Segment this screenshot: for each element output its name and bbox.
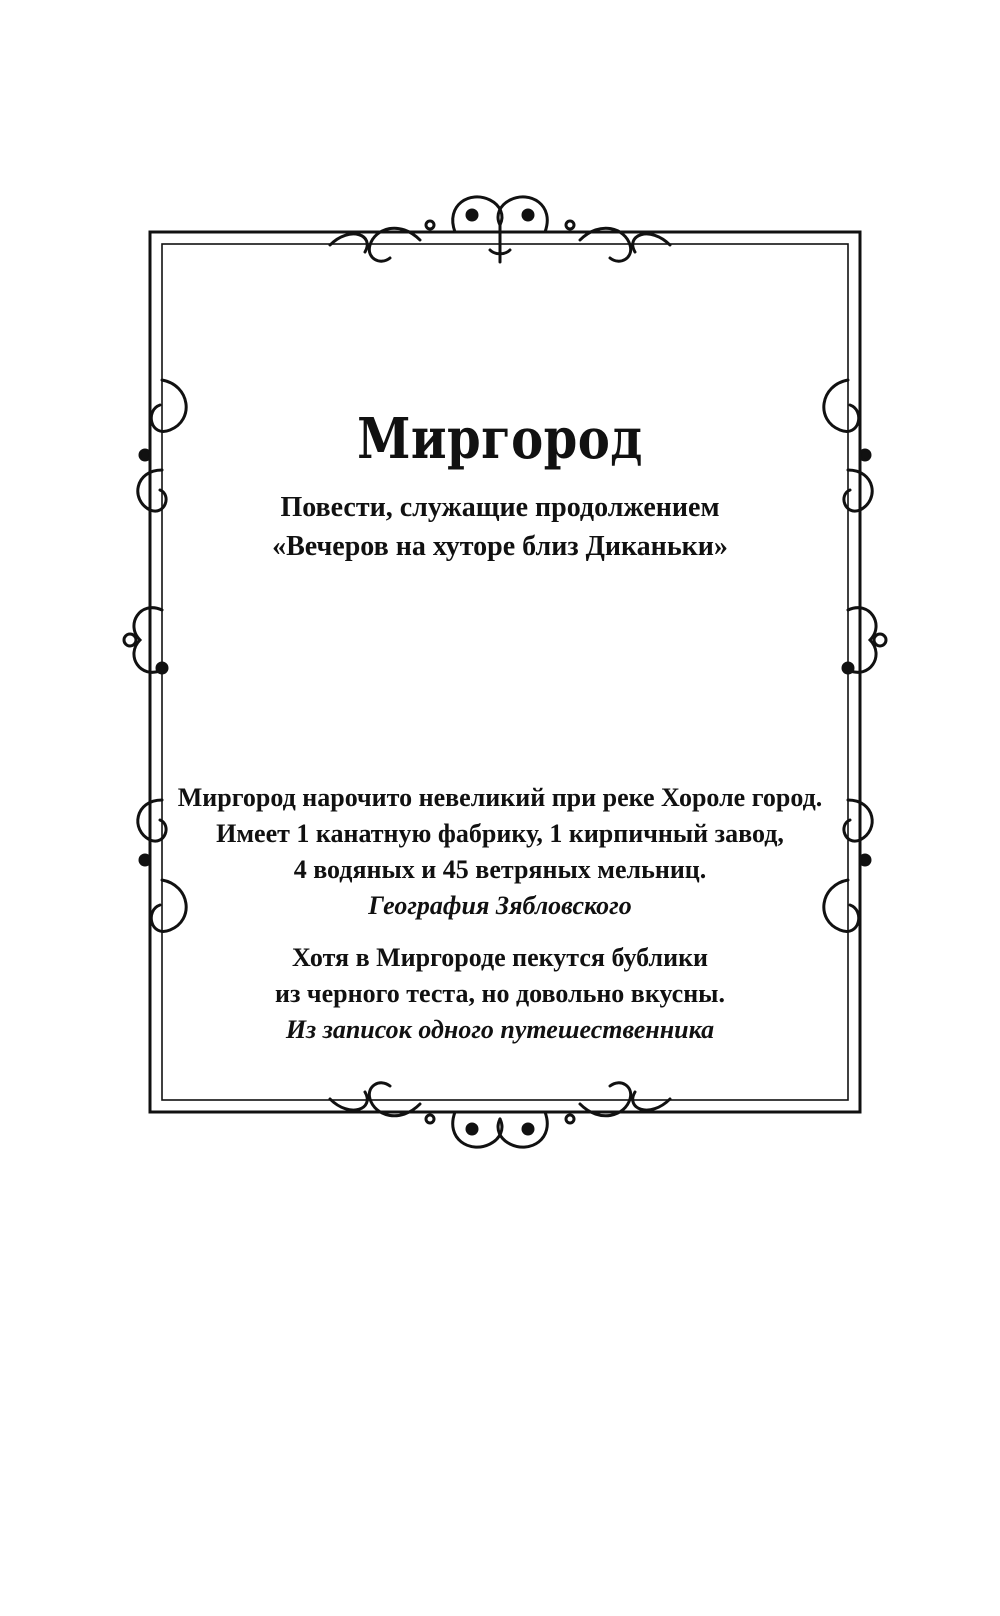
epigraph-source: Из записок одного путешественника: [285, 1015, 715, 1044]
epigraph-line: Хотя в Миргороде пекутся бублики: [291, 943, 709, 972]
epigraph-source: География Зябловского: [368, 891, 632, 920]
epigraph-geography: [170, 780, 830, 924]
subtitle: [170, 488, 830, 566]
top-flourish-icon: [330, 197, 670, 262]
epigraph-line: Имеет 1 канатную фабрику, 1 кирпичный завод,: [216, 819, 784, 848]
bottom-flourish-icon: [330, 1083, 670, 1147]
subtitle-line: Повести, служащие продолжением: [280, 492, 720, 523]
page-title: Миргород: [357, 406, 643, 472]
subtitle-line: «Вечеров на хуторе близ Диканьки»: [272, 531, 728, 562]
epigraph-line: Миргород нарочито невеликий при реке Хороле город.: [177, 783, 823, 812]
epigraph-line: из черного теста, но довольно вкусны.: [275, 979, 725, 1008]
right-flourish-icon: [824, 380, 886, 931]
epigraph-traveler: [170, 940, 830, 1048]
epigraph-line: 4 водяных и 45 ветряных мельниц.: [293, 855, 707, 884]
